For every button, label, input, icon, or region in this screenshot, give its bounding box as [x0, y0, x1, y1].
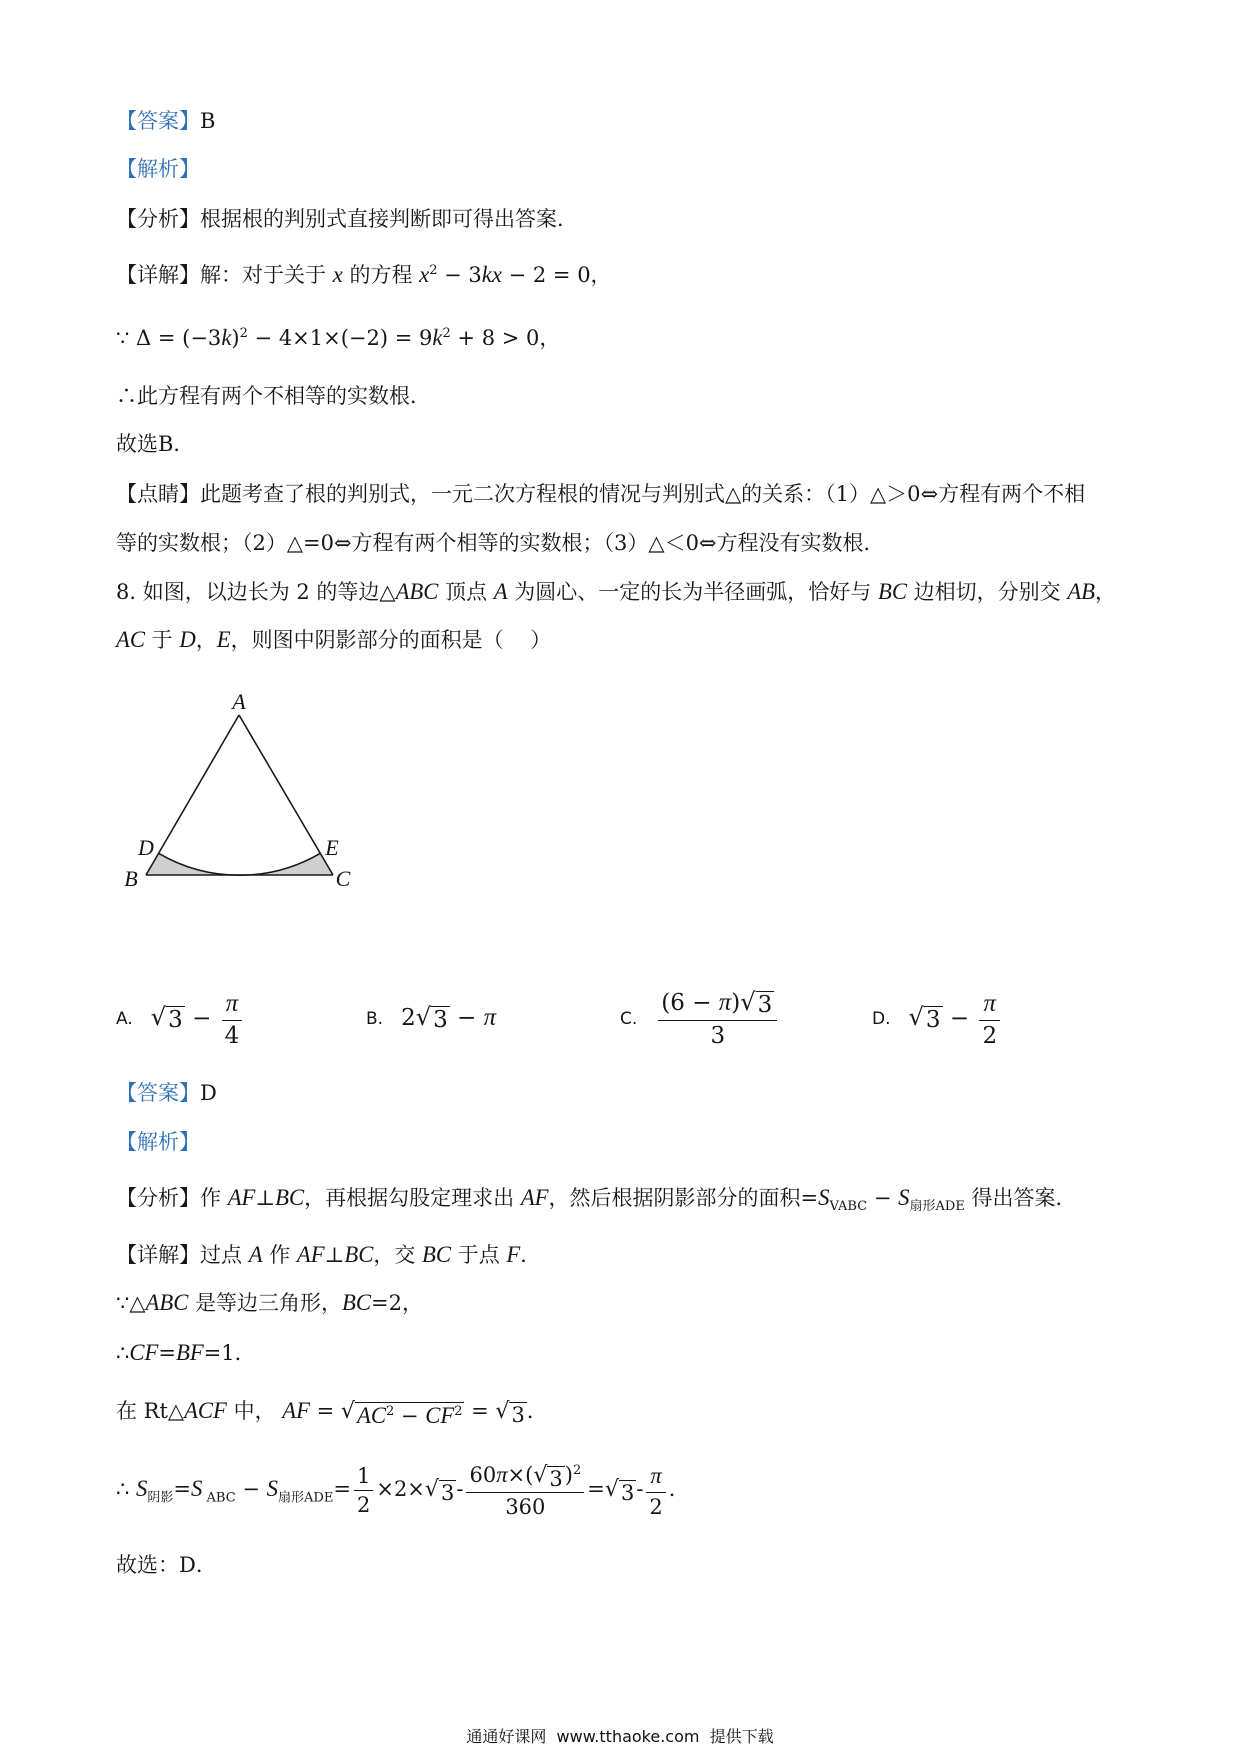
text-run: 3: [440, 1481, 455, 1506]
q8-cf-line: [116, 1332, 256, 1372]
q8-fenxi-line: [116, 1177, 1077, 1217]
q8-rt-line: [116, 1387, 548, 1437]
math-variable: ACF: [184, 1397, 227, 1423]
fraction: [646, 1462, 665, 1520]
math-variable: ABC: [145, 1290, 189, 1315]
math-variable: S: [136, 1476, 148, 1502]
text-run: ): [564, 1463, 573, 1488]
text-run: ⊥: [324, 1243, 345, 1267]
square-root: [533, 1464, 564, 1491]
radicand: [619, 1480, 636, 1505]
radicand: [924, 1006, 943, 1033]
text-run: ，: [195, 628, 217, 652]
math-variable: π: [483, 1004, 497, 1032]
option-c: [620, 979, 780, 1059]
triangle-figure: [110, 690, 370, 905]
radicand: [431, 1006, 450, 1033]
superscript: 2: [429, 263, 438, 278]
denominator: [354, 1491, 373, 1518]
section-tag: 【解析】: [116, 157, 200, 181]
math-variable: S: [818, 1185, 830, 1210]
q7-answer: [116, 105, 215, 135]
q8-rt: [116, 1395, 548, 1429]
section-tag: 【答案】: [116, 109, 200, 133]
math-variable: AB: [1067, 579, 1096, 604]
text-run: 故选B．: [116, 432, 195, 456]
text-run: (6 −: [661, 990, 719, 1017]
text-run: 作: [262, 1243, 297, 1267]
q7-analysis-heading: [116, 148, 200, 188]
math-variable: π: [983, 989, 996, 1017]
radicand: [756, 991, 775, 1018]
radical-sign-icon: √: [908, 1002, 924, 1031]
text-run: 【点睛】此题考查了根的判别式，一元二次方程根的情况与判别式△的关系：（1）△＞0⇔方程有两个不相: [116, 482, 1086, 506]
math-variable: CF: [129, 1340, 159, 1365]
denominator: [979, 1021, 1000, 1051]
q8-stem-1: [116, 576, 1116, 606]
math-variable: AF: [296, 1242, 325, 1267]
math-variable: BC: [344, 1242, 374, 1267]
q8-equilateral-line: [116, 1282, 423, 1322]
math-variable: CF: [425, 1402, 455, 1428]
text-run: 3: [620, 1481, 635, 1506]
square-root: [341, 1400, 465, 1429]
text-run: ∴: [116, 1341, 130, 1365]
math-variable: A: [493, 579, 508, 604]
math-variable: S: [191, 1476, 203, 1502]
text-run: ，: [1095, 580, 1117, 604]
radical-sign-icon: √: [740, 988, 756, 1017]
text-run: ): [731, 990, 741, 1017]
subscript: VABC: [829, 1199, 868, 1215]
text-run: =: [587, 1477, 605, 1502]
section-tag: 【答案】: [116, 1081, 200, 1105]
text-run: 3: [511, 1402, 525, 1427]
math-variable: ABC: [395, 579, 439, 604]
square-root: [495, 1400, 526, 1427]
text-run: −: [942, 1004, 977, 1031]
text-run: 在 Rt△: [116, 1398, 185, 1423]
radical-sign-icon: √: [533, 1463, 548, 1489]
q8-stem-line-1: [116, 571, 1116, 611]
text-run: −: [394, 1403, 426, 1428]
text-run: ∵ Δ = (−3: [116, 326, 222, 350]
text-run: − 3: [437, 263, 482, 287]
q8-detail-line: [116, 1234, 541, 1274]
option-d: [872, 979, 1003, 1059]
q8-cf: [116, 1337, 256, 1367]
text-run: 得出答案．: [964, 1186, 1077, 1210]
numerator: [979, 988, 1000, 1021]
q7-fenxi: [116, 203, 578, 233]
triangle-side-ab: [146, 715, 239, 875]
radical-sign-icon: √: [604, 1477, 619, 1503]
text-run: 故选：D．: [116, 1553, 217, 1577]
square-root: [425, 1478, 456, 1505]
superscript: 2: [442, 326, 451, 341]
text-run: 【分析】根据根的判别式直接判断即可得出答案．: [116, 207, 578, 231]
text-run: =: [173, 1477, 192, 1502]
fraction: [354, 1463, 373, 1519]
q8-answer: [116, 1077, 217, 1107]
q8-analysis-heading: [116, 1121, 200, 1161]
text-run: 2: [401, 1005, 416, 1032]
text-run: + 8 > 0，: [450, 326, 561, 350]
vertex-label-a: A: [232, 690, 246, 714]
math-variable: π: [650, 1463, 662, 1489]
text-run: 60: [469, 1463, 497, 1488]
radical-sign-icon: √: [415, 1003, 432, 1032]
radicand: [355, 1402, 464, 1429]
square-root: [416, 1004, 450, 1033]
text-run: 是等边三角形，: [188, 1291, 343, 1315]
q8-area: [116, 1461, 690, 1520]
option-d-expr: [909, 988, 1004, 1051]
subscript: 阴影: [147, 1490, 174, 1506]
radicand: [166, 1006, 185, 1033]
text-run: ∴: [116, 1477, 137, 1502]
text-run: 3: [925, 1006, 941, 1033]
radicand: [547, 1466, 564, 1491]
text-run: 3: [549, 1467, 563, 1492]
text-run: −: [184, 1004, 219, 1031]
q7-detail: [116, 259, 612, 289]
math-variable: F: [506, 1242, 521, 1267]
text-run: ，再根据勾股定理求出: [304, 1186, 521, 1210]
fraction: [222, 988, 243, 1051]
option-c-expr: [655, 987, 780, 1050]
text-run: −: [235, 1477, 267, 1502]
numerator: [466, 1461, 584, 1493]
text-run: −: [867, 1186, 899, 1210]
math-variable: kx: [481, 262, 502, 287]
radicand: [439, 1480, 456, 1505]
math-variable: π: [225, 989, 239, 1017]
vertex-label-c: C: [335, 866, 351, 891]
q7-discriminant-line: [116, 317, 560, 357]
text-run: ．: [668, 1477, 690, 1502]
q8-fenxi: [116, 1182, 1077, 1215]
text-run: 于点: [451, 1243, 507, 1267]
math-variable: π: [718, 989, 732, 1017]
math-variable: S: [266, 1476, 278, 1502]
text-run: ×(: [507, 1463, 534, 1488]
q7-choice-line: [116, 423, 194, 463]
denominator: [222, 1021, 243, 1051]
math-variable: D: [179, 627, 196, 652]
subscript: 扇形ADE: [277, 1490, 334, 1506]
text-run: 顶点: [438, 580, 494, 604]
q8-choice-line: [116, 1544, 217, 1584]
option-b-label: B.: [366, 1009, 384, 1029]
math-variable: k: [432, 325, 443, 350]
text-run: =: [464, 1398, 496, 1423]
option-d-label: D.: [872, 1009, 891, 1029]
math-variable: A: [248, 1242, 263, 1267]
math-variable: BC: [342, 1290, 372, 1315]
q8-area-line: [116, 1451, 690, 1531]
math-variable: BC: [275, 1185, 305, 1210]
q7-fenxi-line: [116, 198, 578, 238]
text-run: =: [333, 1477, 351, 1502]
text-run: ∴此方程有两个不相等的实数根．: [116, 384, 431, 408]
q8-equilateral: [116, 1287, 423, 1317]
q8-detail: [116, 1239, 541, 1269]
denominator: [466, 1493, 584, 1520]
q7-analysis-heading-text: [116, 153, 200, 183]
numerator: [646, 1462, 665, 1492]
square-root: [740, 989, 774, 1018]
text-run: ，则图中阴影部分的面积是（ ）: [230, 628, 552, 652]
text-run: 3: [710, 1022, 726, 1049]
q7-dianjing-line-2: [116, 522, 885, 562]
math-variable: k: [221, 325, 232, 350]
text-run: B: [200, 109, 216, 133]
radical-sign-icon: √: [424, 1477, 439, 1503]
math-variable: x: [332, 262, 343, 287]
math-variable: AF: [282, 1397, 310, 1423]
text-run: ．: [520, 1243, 542, 1267]
q7-conclusion: [116, 380, 431, 410]
text-run: 等的实数根；（2）△=0⇔方程有两个相等的实数根；（3）△＜0⇔方程没有实数根．: [116, 531, 885, 555]
text-run: 的方程: [342, 263, 420, 287]
shaded-region: [146, 853, 333, 875]
text-run: ，交: [373, 1243, 423, 1267]
math-variable: S: [898, 1185, 910, 1210]
q7-detail-line: [116, 254, 612, 294]
triangle-side-ac: [239, 715, 333, 875]
q8-analysis-heading-text: [116, 1126, 200, 1156]
text-run: 2: [982, 1022, 998, 1049]
q8-choice: [116, 1549, 217, 1579]
text-run: 于: [144, 628, 180, 652]
square-root: [151, 1004, 185, 1033]
math-variable: AF: [520, 1185, 549, 1210]
vertex-label-b: B: [124, 866, 138, 891]
radicand: [509, 1402, 526, 1427]
q8-stem-2: [116, 624, 551, 654]
numerator: [658, 987, 777, 1020]
q7-discriminant: [116, 322, 560, 352]
math-variable: BC: [877, 579, 907, 604]
text-run: =2，: [371, 1291, 423, 1315]
q7-choice: [116, 428, 194, 458]
text-run: − 2 = 0，: [501, 263, 612, 287]
math-variable: AC: [116, 627, 145, 652]
text-run: 3: [433, 1007, 448, 1034]
page-footer: 通通好课网 www.tthaoke.com 提供下载: [466, 1727, 774, 1746]
option-a-expr: [151, 988, 246, 1051]
text-run: 为圆心、一定的长为半径画弧，恰好与: [507, 580, 878, 604]
denominator: [658, 1021, 777, 1051]
math-variable: E: [216, 627, 231, 652]
text-run: 中，: [226, 1398, 283, 1423]
text-run: − 4×1×(−2) = 9: [247, 326, 433, 350]
math-variable: AC: [356, 1402, 386, 1428]
superscript: 2: [572, 1463, 582, 1479]
text-run: 【详解】解：对于关于: [116, 263, 333, 287]
math-variable: x: [419, 262, 430, 287]
text-run: 【分析】作: [116, 1186, 228, 1210]
text-run: 3: [168, 1006, 183, 1033]
q8-answer-line: [116, 1072, 217, 1112]
text-run: -: [456, 1477, 464, 1502]
text-run: 360: [505, 1495, 546, 1520]
math-variable: BC: [422, 1242, 452, 1267]
radical-sign-icon: √: [150, 1002, 167, 1031]
section-tag: 【解析】: [116, 1130, 200, 1154]
fraction: [466, 1461, 584, 1520]
math-variable: BF: [175, 1340, 204, 1365]
text-run: 2: [356, 1493, 371, 1518]
subscript: 扇形ADE: [909, 1199, 965, 1215]
text-run: 4: [224, 1022, 240, 1049]
text-run: ×2×: [376, 1477, 425, 1502]
text-run: -: [636, 1477, 644, 1502]
text-run: 边相切，分别交: [906, 580, 1068, 604]
q7-dianjing-1: [116, 478, 1085, 508]
text-run: =: [309, 1398, 341, 1423]
q7-answer-line: [116, 100, 215, 140]
text-run: ⊥: [255, 1186, 276, 1210]
subscript: ABC: [202, 1490, 236, 1506]
math-variable: AF: [227, 1185, 256, 1210]
numerator: [354, 1463, 373, 1491]
denominator: [646, 1493, 665, 1520]
text-run: 3: [757, 992, 773, 1019]
fraction: [979, 988, 1000, 1051]
fraction: [658, 987, 777, 1050]
option-b-expr: [401, 1004, 496, 1033]
option-a-label: A.: [116, 1009, 133, 1029]
q7-conclusion-line: [116, 375, 431, 415]
text-run: ，然后根据阴影部分的面积=: [548, 1186, 819, 1210]
option-c-label: C.: [620, 1009, 638, 1029]
text-run: D: [200, 1081, 217, 1105]
text-run: 1: [356, 1464, 371, 1489]
q7-dianjing-2: [116, 527, 885, 557]
text-run: 2: [649, 1494, 663, 1519]
point-label-e: E: [325, 835, 339, 860]
text-run: 8. 如图，以边长为 2 的等边△: [116, 580, 396, 604]
text-run: =: [158, 1341, 176, 1365]
square-root: [605, 1478, 636, 1505]
text-run: ∵△: [116, 1291, 146, 1315]
option-b: [366, 979, 496, 1059]
q7-dianjing-line-1: [116, 473, 1085, 513]
radical-sign-icon: √: [495, 1398, 510, 1424]
math-variable: π: [496, 1462, 508, 1488]
superscript: 2: [454, 1403, 463, 1419]
point-label-d: D: [138, 835, 154, 860]
superscript: 2: [239, 326, 248, 341]
text-run: −: [449, 1005, 484, 1032]
radical-sign-icon: √: [340, 1398, 355, 1424]
numerator: [222, 988, 243, 1021]
text-run: =1．: [203, 1341, 256, 1365]
superscript: 2: [385, 1403, 395, 1419]
square-root: [909, 1004, 943, 1033]
q8-stem-line-2: [116, 619, 551, 659]
text-run: ．: [526, 1398, 548, 1423]
text-run: ): [231, 326, 240, 350]
text-run: 【详解】过点: [116, 1243, 249, 1267]
option-a: [116, 979, 245, 1059]
